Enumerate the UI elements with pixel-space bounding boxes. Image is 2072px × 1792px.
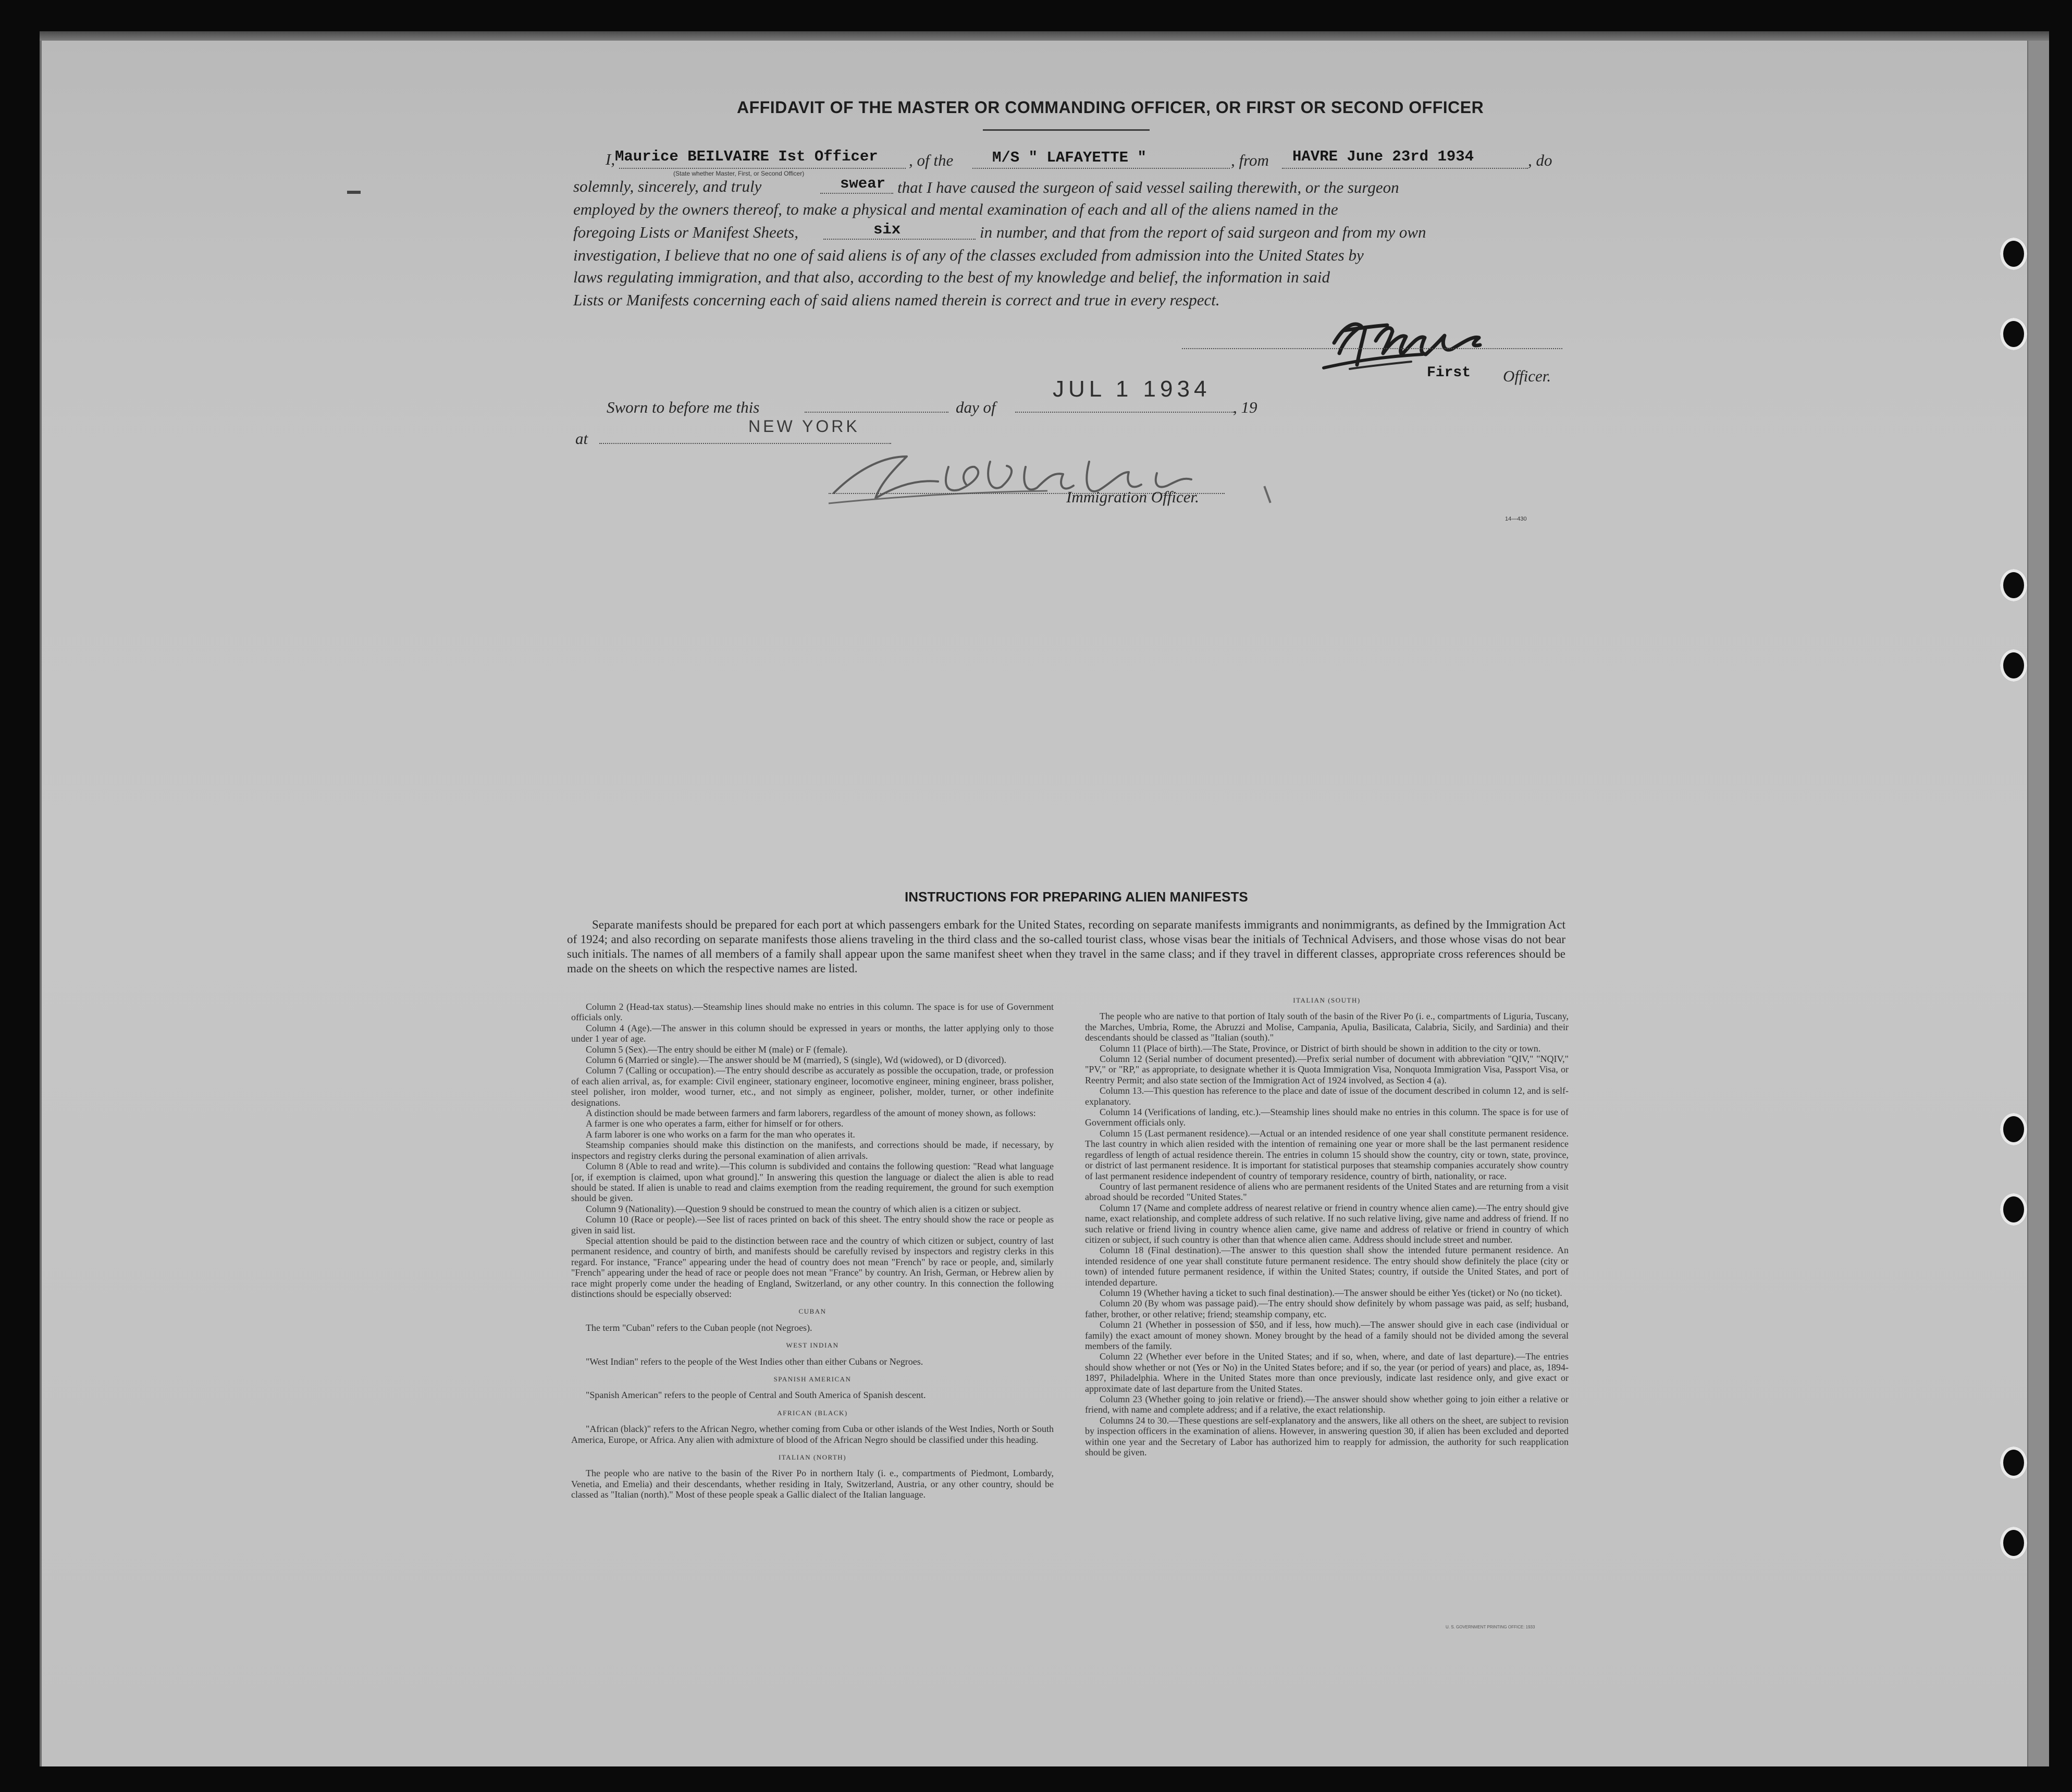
affidavit-line5: investigation, I believe that no one of said aliens is of any of the classes excluded from admission into the United States by: [573, 246, 1364, 264]
manifest-sheet-count: six: [873, 221, 901, 238]
day-of-label: day of: [956, 398, 996, 416]
immigration-officer-label: Immigration Officer.: [1066, 488, 1199, 506]
binder-hole-6: [2000, 1193, 2027, 1226]
col13-document: Column 13.—This question has reference to the place and date of issue of the document described in column 12, and is self-explanatory.: [1085, 1085, 1569, 1107]
farm-laborer-definition: A farm laborer is one who works on a farm for the man who operates it.: [586, 1129, 855, 1140]
binder-hole-4: [2000, 649, 2027, 682]
col5-sex: Column 5 (Sex).—The entry should be either M (male) or F (female).: [586, 1044, 848, 1055]
port-dotline: [1282, 168, 1528, 169]
farmer-distinction: A distinction should be made between farmers and farm laborers, regardless of the amount of money shown, as follows:: [586, 1108, 1036, 1119]
name-dotline: [619, 168, 906, 169]
affidavit-prefix: I,: [606, 150, 615, 168]
col17-relative: Column 17 (Name and complete address of nearest relative or friend in country whence alien came).—The entry should give name, exact relationship, and complete address of such relative. If no such relative living, give name and address of friend. If no such relative or friend living in country whence alien came, give name and address of relative or friend in country of which citizen or subject, if such country is other than that whence alien came. Address should include street and number.: [1085, 1202, 1569, 1245]
col11-place-of-birth: Column 11 (Place of birth).—The State, Province, or District of birth should be shown in addition to the city or town.: [1100, 1043, 1541, 1054]
sworn-day-dotline: [805, 412, 948, 413]
form-number: 14—430: [1505, 516, 1527, 522]
col15-last-residence: Column 15 (Last permanent residence).—Actual or an intended residence of one year shall constitute permanent residence. The last country in which alien resided with the intention of remaining one year or more shall be the last permanent residence regardless of length of actual residence therein. The entries in column 15 should show the country, city or town, state, province, or district of last permanent residence. It is important for statistical purposes that steamship companies accurately show country of last permanent residence independent of country of temporary residence, country of birth, nationality, or race.: [1085, 1128, 1569, 1181]
col6-married: Column 6 (Married or single).—The answer should be M (married), S (single), Wd (widowed), or D (divorced).: [586, 1055, 1006, 1066]
binder-hole-3: [2000, 569, 2027, 601]
year-suffix: , 19: [1233, 398, 1257, 416]
officer-label: Officer.: [1503, 367, 1551, 385]
italian-south-definition: The people who are native to that portion of Italy south of the basin of the River Po (i. e., compartments of Liguria, Tuscany, the Marches, Umbria, Rome, the Abruzzi and Molise, Campania, Apulia, Basilicata, Calabria, Sicily, and Sardinia) and their descendants should be classed as "Italian (south).": [1085, 1011, 1569, 1043]
month-dotline: [1015, 412, 1234, 413]
african-definition: "African (black)" refers to the African Negro, whether coming from Cuba or other islands of the West Indies, North or South America, Europe, or Africa. Any alien with admixture of blood of the African Negro should be classified under this heading.: [571, 1424, 1054, 1445]
line2-text-before: solemnly, sincerely, and truly: [573, 177, 762, 195]
instructions-intro: Separate manifests should be prepared for each port at which passengers embark for the United States, recording on separate manifests immigrants and nonimmigrants, as defined by the Immigration Act of 1924; and also recording on separate manifests those aliens traveling in the third class and the so-called tourist class, whose visas bear the initials of Technical Advisers, and those whose visas do not bear such initials. The names of all members of a family shall appear upon the same manifest sheet when they travel in the same class; and if they travel in different classes, appropriate cross references should be made on the sheets on which the respective names are listed.: [567, 918, 1565, 975]
col12-serial-number: Column 12 (Serial number of document presented).—Prefix serial number of document with abbreviation "QIV," "NQIV," "PV," or "RP," as appropriate, to designate whether it is Quota Immigration Visa, Nonquota Immigration Visa, Passport Visa, or Reentry Permit; and also state section of the Immigration Act of 1924 involved, as Section 4 (a).: [1085, 1054, 1569, 1085]
binder-hole-7: [2000, 1447, 2027, 1479]
sworn-prefix: Sworn to before me this: [607, 398, 760, 416]
from-label: , from: [1231, 151, 1269, 169]
heading-italian-north: ITALIAN (NORTH): [778, 1453, 847, 1462]
binder-hole-1: [2000, 238, 2027, 270]
italian-north-definition: The people who are native to the basin of the River Po in northern Italy (i. e., compartments of Piedmont, Lombardy, Venetia, and Emelia) and their descendants, whether residing in Italy, Switzerland, Austria, or any other country, should be classed as "Italian (north)." Most of these people speak a Gallic dialect of the Italian language.: [571, 1468, 1054, 1500]
ship-dotline: [972, 168, 1230, 169]
instructions-right-column: [1085, 995, 1569, 1457]
col10-race: Column 10 (Race or people).—See list of races printed on back of this sheet. The entry should show the race or people as given in said list.: [571, 1214, 1054, 1235]
col7-occupation: Column 7 (Calling or occupation).—The entry should describe as accurately as possible the occupation, trade, or profession of each alien arrival, as, for example: Civil engineer, stationary engineer, locomotive engineer, mining engineer, brass polisher, steel polisher, iron molder, wood turner, etc., and not simply as engineer, polisher, molder, turner, or other indefinite designations.: [571, 1065, 1054, 1108]
col19-ticket: Column 19 (Whether having a ticket to such final destination).—The answer should be either Yes (ticket) or No (no ticket).: [1100, 1287, 1562, 1298]
heading-spanish-american: SPANISH AMERICAN: [773, 1375, 852, 1383]
sheet-right-edge: [2027, 41, 2049, 1766]
count-dotline: [823, 239, 976, 240]
col8-read-write: Column 8 (Able to read and write).—This column is subdivided and contains the following question: "Read what language [or, if exemption is claimed, upon what ground]." In answering this question the language or dialect the alien is able to read should be stated. If alien is unable to read and claims exemption from the reading requirement, the ground for such exemption should be given.: [571, 1161, 1054, 1204]
rank-note: (State whether Master, First, or Second Officer): [673, 170, 805, 177]
instructions-left-column: [571, 1002, 1054, 1500]
col18-destination: Column 18 (Final destination).—The answer to this question shall show the intended future permanent residence. An intended residence of one year shall constitute future permanent residence. The entry should show definitely the place (city or town) of intended future permanent residence, if within the United States; country, if outside the United States, and port of intended departure.: [1085, 1245, 1569, 1288]
country-last-residence: Country of last permanent residence of aliens who are permanent residents of the United States and are returning from a visit abroad should be recorded "United States.": [1085, 1181, 1569, 1203]
col14-verifications: Column 14 (Verifications of landing, etc.).—Steamship lines should make no entries in this column. The space is for use of Government officials only.: [1085, 1107, 1569, 1128]
heading-west-indian: WEST INDIAN: [786, 1341, 839, 1350]
ship-name: M/S " LAFAYETTE ": [992, 149, 1146, 166]
title-rule: [983, 129, 1150, 131]
affidavit-line7: Lists or Manifests concerning each of said aliens named therein is correct and true in every respect.: [573, 291, 1220, 309]
race-country-distinction: Special attention should be paid to the distinction between race and the country of which citizen or subject, country of last permanent residence, and country of birth, and manifests should be carefully revised by inspectors and registry clerks in this regard. For instance, "France" appearing under the head of country does not mean "French" by race or people, and, similarly "French" appearing under the head of race or people does not mean "France" by country. An Irish, German, or Hebrew alien by race might properly come under the heading of England, Switzerland, or any other country. In this connection the following distinctions should be especially observed:: [571, 1235, 1054, 1299]
oath-verb: swear: [840, 175, 886, 192]
binder-hole-5: [2000, 1113, 2027, 1145]
binder-hole-8: [2000, 1527, 2027, 1559]
binder-hole-2: [2000, 318, 2027, 350]
signature-dotline: [1182, 348, 1562, 349]
col4-age: Column 4 (Age).—The answer in this column should be expressed in years or months, the latter applying only to those under 1 year of age.: [571, 1022, 1054, 1044]
col21-money: Column 21 (Whether in possession of $50, and if less, how much).—The answer should give in each case (individual or family) the exact amount of money shown. Money brought by the head of a family should not be divided among the several members of the family.: [1085, 1319, 1569, 1351]
departure-port-date: HAVRE June 23rd 1934: [1292, 148, 1474, 165]
verb-dotline: [820, 193, 893, 194]
col2-head-tax: Column 2 (Head-tax status).—Steamship lines should make no entries in this column. The space is for use of Government officials only.: [571, 1002, 1054, 1023]
col22-previous-visit: Column 22 (Whether ever before in the United States; and if so, when, where, and date of last departure).—The entries should show whether or not (Yes or No) in the United States before; and if so, the year (or period of years) and place, as, 1894-1897, Philadelphia. Where in the United States more than once previously, indicate last residence only, and give exact or approximate date of last departure from the United States.: [1085, 1351, 1569, 1394]
steamship-distinction: Steamship companies should make this distinction on the manifests, and corrections should be made, if necessary, by inspectors and registry clerks during the personal examination of alien arrivals.: [571, 1140, 1054, 1161]
heading-african: AFRICAN (BLACK): [777, 1408, 848, 1417]
printer-note: U. S. GOVERNMENT PRINTING OFFICE: 1933: [1446, 1625, 1535, 1629]
stray-mark: [347, 191, 361, 194]
cuban-definition: The term "Cuban" refers to the Cuban people (not Negroes).: [586, 1322, 812, 1333]
col23-join-relative: Column 23 (Whether going to join relative or friend).—The answer should show whether going to join either a relative or friend, with name and complete address; and if a relative, the exact relationship.: [1085, 1394, 1569, 1415]
affidavit-line6: laws regulating immigration, and that also, according to the best of my knowledge and belief, the information in said: [573, 268, 1330, 286]
west-indian-definition: "West Indian" refers to the people of the West Indies other than either Cubans or Negroes.: [586, 1356, 923, 1367]
heading-italian-south: ITALIAN (SOUTH): [1293, 996, 1361, 1004]
spanish-american-definition: "Spanish American" refers to the people of Central and South America of Spanish descent.: [586, 1390, 926, 1401]
officer-name-rank: Maurice BEILVAIRE Ist Officer: [615, 148, 878, 165]
affidavit-line4-before: foregoing Lists or Manifest Sheets,: [573, 223, 798, 241]
col9-nationality: Column 9 (Nationality).—Question 9 should be construed to mean the country of which alien is a citizen or subject.: [586, 1203, 1021, 1214]
col20-passage: Column 20 (By whom was passage paid).—The entry should show definitely by whom passage was paid, as self; husband, father, brother, or other relative; friend; steamship company, etc.: [1085, 1298, 1569, 1319]
officer-signature: [1313, 311, 1522, 378]
farmer-definition: A farmer is one who operates a farm, either for himself or for others.: [586, 1118, 844, 1129]
affidavit-line3: employed by the owners thereof, to make a physical and mental examination of each and all of the aliens named in the: [573, 200, 1338, 218]
col24-30: Columns 24 to 30.—These questions are self-explanatory and the answers, like all others on the sheet, are subject to revision by inspection officers in the examination of aliens. However, in answering question 30, if alien has been excluded and deported within one year and the Secretary of Labor has authorized him to reapply for admission, the authority for such reapplication should be given.: [1085, 1415, 1569, 1458]
do-label: , do: [1528, 151, 1552, 169]
at-label: at: [575, 429, 588, 448]
officer-rank-filled: First: [1427, 365, 1471, 381]
date-stamp: JUL 1 1934: [1053, 376, 1211, 402]
of-the-label: , of the: [909, 151, 954, 169]
place-stamp: NEW YORK: [748, 417, 860, 436]
line2-text-after: that I have caused the surgeon of said vessel sailing therewith, or the surgeon: [897, 178, 1399, 196]
affidavit-title: AFFIDAVIT OF THE MASTER OR COMMANDING OFFICER, OR FIRST OR SECOND OFFICER: [737, 98, 1484, 117]
instructions-title: INSTRUCTIONS FOR PREPARING ALIEN MANIFESTS: [905, 889, 1248, 905]
affidavit-line4-after: in number, and that from the report of said surgeon and from my own: [980, 223, 1426, 241]
heading-cuban: CUBAN: [798, 1307, 827, 1316]
